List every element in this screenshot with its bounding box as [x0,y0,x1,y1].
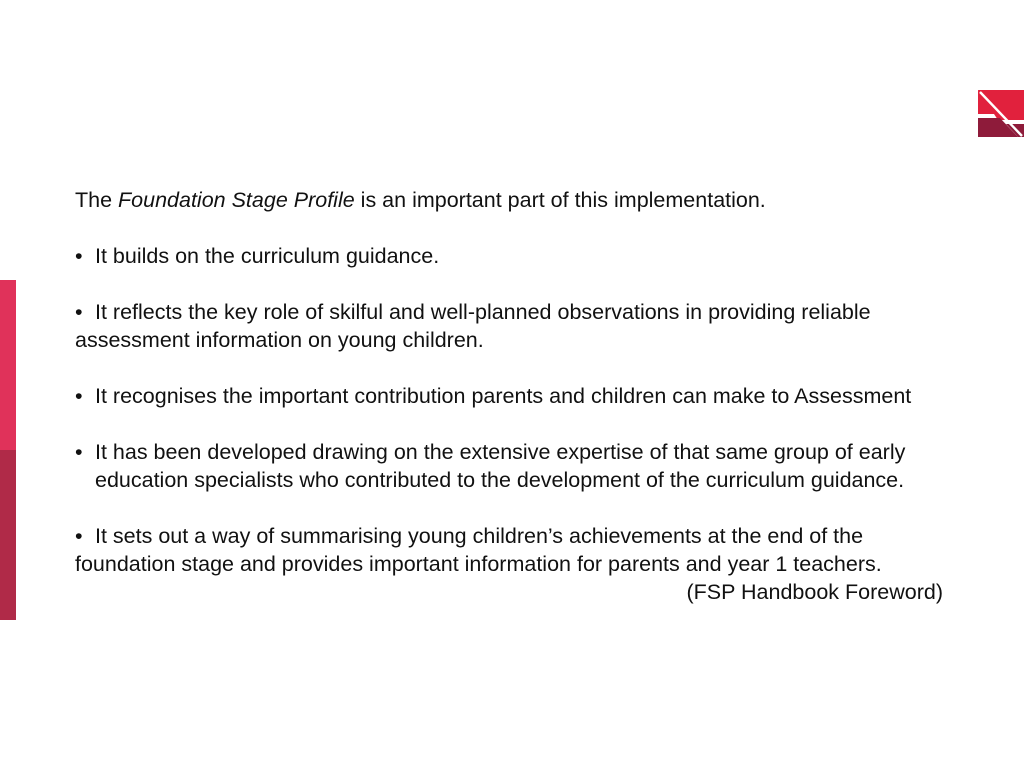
bullet-marker: • [75,300,83,324]
intro-title-italic: Foundation Stage Profile [118,188,355,212]
bullet-marker: • [75,244,83,268]
left-accent-bar-top [0,280,16,450]
bullet-1-text: It builds on the curriculum guidance. [95,244,440,268]
left-accent-bar-bottom [0,450,16,620]
intro-suffix: is an important part of this implementation. [354,188,766,212]
red-triangle-logo-icon [978,90,1024,137]
bullet-marker: • [75,524,83,548]
intro-prefix: The [75,188,119,212]
bullet-2 [75,298,955,354]
intro-paragraph [75,186,955,214]
bullet-marker: • [75,384,83,408]
bullet-4 [75,438,955,494]
bullet-2-text: It reflects the key role of skilful and well-planned observations in providing reliable assessment information on young children. [75,300,871,352]
bullet-5 [75,522,955,578]
citation: (FSP Handbook Foreword) [686,580,943,604]
bullet-marker: • [75,440,83,464]
bullet-4-text: It has been developed drawing on the extensive expertise of that same group of early education specialists who contributed to the development of the curriculum guidance. [95,440,906,492]
bullet-3 [75,382,955,410]
bullet-5-text: It sets out a way of summarising young children’s achievements at the end of the foundation stage and provides important information for parents and year 1 teachers. [75,524,882,576]
bullet-1 [75,242,955,270]
bullet-3-text: It recognises the important contribution parents and children can make to Assessment [95,384,912,408]
slide-content [75,186,955,606]
